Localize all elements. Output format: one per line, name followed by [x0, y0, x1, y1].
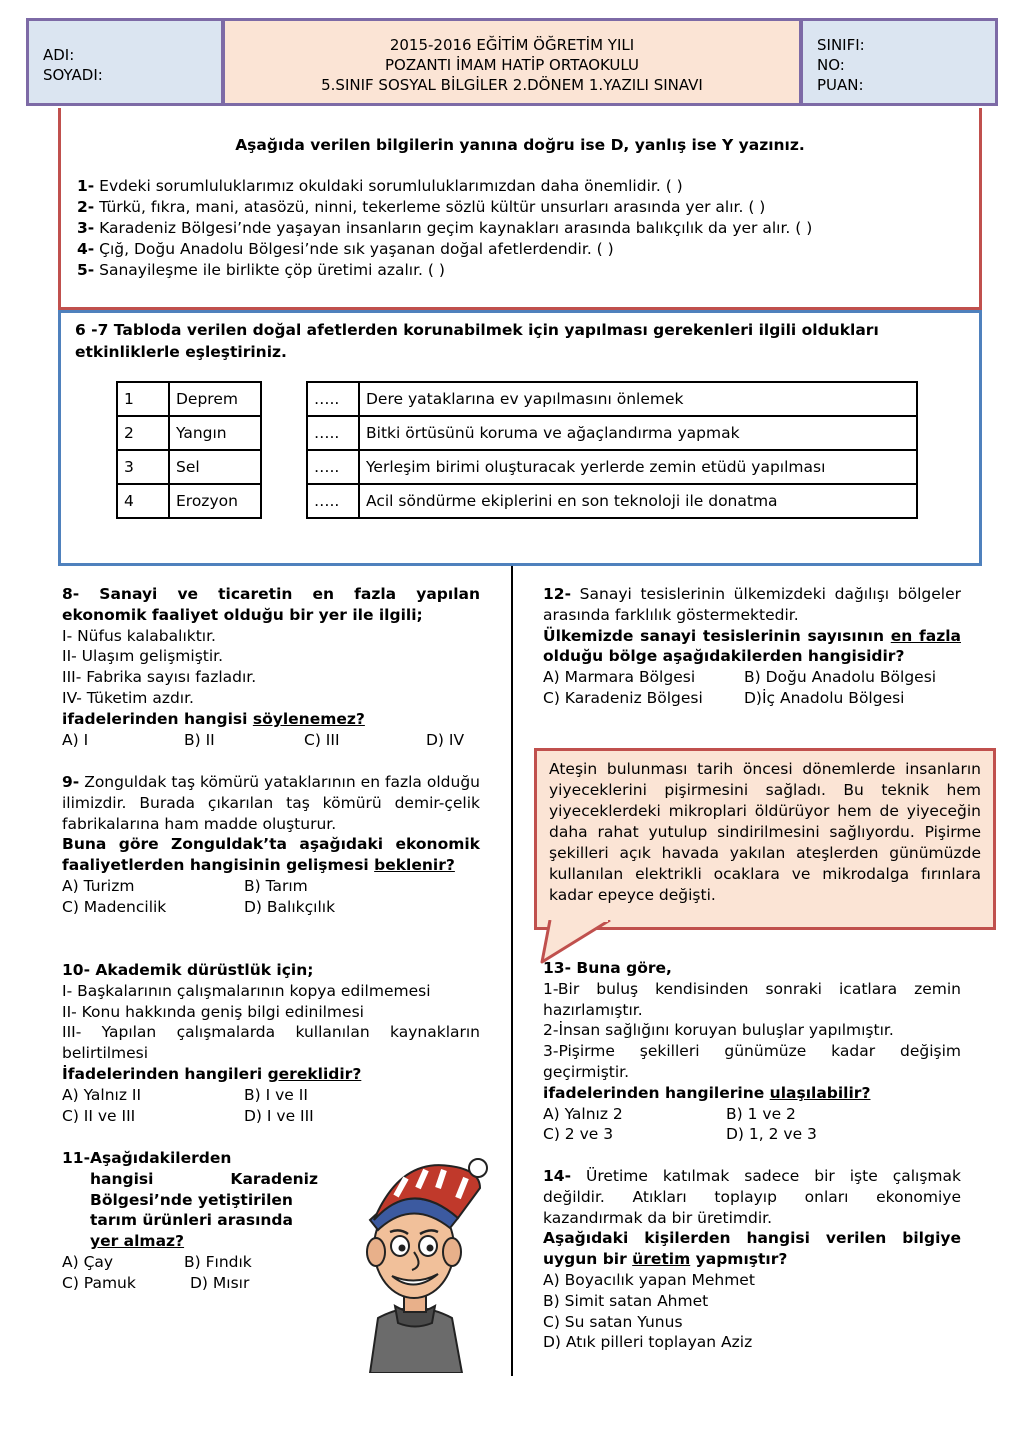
- matching-section: [58, 310, 982, 566]
- table-row: 2 Yangın: [117, 416, 261, 450]
- option-b[interactable]: B) Fındık: [184, 1252, 252, 1271]
- student-name-box: [26, 18, 224, 106]
- option-c[interactable]: C) Madencilik: [62, 897, 167, 916]
- option-a[interactable]: A) Turizm: [62, 876, 135, 895]
- school-year: 2015-2016 EĞİTİM ÖĞRETİM YILI: [389, 36, 635, 54]
- option-a[interactable]: A) I: [62, 730, 89, 749]
- exam-name: 5.SINIF SOSYAL BİLGİLER 2.DÖNEM 1.YAZILI SINAVI: [321, 76, 703, 94]
- option-d[interactable]: D) Atık pilleri toplayan Aziz: [543, 1333, 753, 1352]
- tf-item[interactable]: 3- Karadeniz Bölgesi’nde yaşayan insanların geçim kaynakları arasında balıkçılık da yer alır. ( ): [77, 219, 813, 237]
- table-row: ….. Yerleşim birimi oluşturacak yerlerde zemin etüdü yapılması: [307, 450, 917, 484]
- option-a[interactable]: A) Yalnız II: [62, 1085, 142, 1104]
- true-false-list: [77, 176, 812, 281]
- cartoon-boy-illustration: [340, 1148, 490, 1373]
- table-row: 1 Deprem: [117, 382, 261, 416]
- option-b[interactable]: B) Tarım: [244, 876, 308, 895]
- question-9: 9- Zonguldak taş kömürü yataklarının en fazla olduğu ilimizdir. Burada çıkarılan taş kömürü demir-çelik fabrikalarına ham madde oluşturur. Buna göre Zonguldak’ta aşağıdaki ekonomik faaliyetlerden hangisinin gelişmesi beklenir? A) Turizm B) Tarım C) Madencilik D) Balıkçılık: [62, 773, 480, 916]
- question-11: 11-Aşağıdakilerden hangisi Karadeniz Bölgesi’nde yetiştirilen tarım ürünleri arasında yer almaz? A) Çay B) Fındık C) Pamuk D) Mısır: [62, 1149, 318, 1292]
- option-d[interactable]: D) Balıkçılık: [244, 897, 336, 916]
- option-d[interactable]: D) Mısır: [190, 1273, 250, 1292]
- option-b[interactable]: B) Simit satan Ahmet: [543, 1291, 709, 1310]
- info-callout: Ateşin bulunması tarih öncesi dönemlerde insanların yiyeceklerini pişirmesini sağladı. Bu teknik hem yiyeceklerdeki mikroplari öldürüyor hem de yiyeceğin daha rahat yutulup sindirilmesini sağlıyordu. Pişirme şekilleri açık havada yakılan ateşlerden günümüzde kullanılan elektrikli ocaklara ve mikrodalga fırınlara kadar epeyce değişti.: [534, 748, 996, 930]
- table-row: ….. Acil söndürme ekiplerini en son teknoloji ile donatma: [307, 484, 917, 518]
- option-a[interactable]: A) Çay: [62, 1252, 114, 1271]
- option-c[interactable]: C) Su satan Yunus: [543, 1312, 683, 1331]
- option-d[interactable]: D) I ve III: [244, 1106, 314, 1125]
- table-row: ….. Bitki örtüsünü koruma ve ağaçlandırma yapmak: [307, 416, 917, 450]
- option-a[interactable]: A) Boyacılık yapan Mehmet: [543, 1270, 755, 1289]
- tf-item[interactable]: 4- Çığ, Doğu Anadolu Bölgesi’nde sık yaşanan doğal afetlerdendir. ( ): [77, 240, 614, 258]
- option-a[interactable]: A) Yalnız 2: [543, 1104, 623, 1123]
- option-c[interactable]: C) Pamuk: [62, 1273, 136, 1292]
- option-b[interactable]: B) II: [184, 730, 215, 749]
- table-row: 3 Sel: [117, 450, 261, 484]
- true-false-instruction: Aşağıda verilen bilgilerin yanına doğru ise D, yanlış ise Y yazınız.: [235, 136, 805, 154]
- tf-item[interactable]: 5- Sanayileşme ile birlikte çöp üretimi azalır. ( ): [77, 261, 445, 279]
- question-13: 13- Buna göre, 1-Bir buluş kendisinden sonraki icatlara zemin hazırlamıştır. 2-İnsan sağlığını koruyan buluşlar yapılmıştır. 3-Pişirme şekilleri günümüze kadar değişim geçirmiştir. ifadelerinden hangilerine ulaşılabilir? A) Yalnız 2 B) 1 ve 2 C) 2 ve 3 D) 1, 2 ve 3: [543, 959, 961, 1144]
- option-c[interactable]: C) 2 ve 3: [543, 1125, 614, 1144]
- column-divider: [511, 566, 513, 1376]
- option-b[interactable]: B) Doğu Anadolu Bölgesi: [744, 668, 937, 687]
- option-c[interactable]: C) II ve III: [62, 1106, 136, 1125]
- option-a[interactable]: A) Marmara Bölgesi: [543, 668, 696, 687]
- disaster-table: [116, 381, 262, 519]
- match-blank[interactable]: …..: [307, 382, 359, 416]
- true-false-section: [58, 108, 982, 310]
- table-row: ….. Dere yataklarına ev yapılmasını önlemek: [307, 382, 917, 416]
- match-blank[interactable]: …..: [307, 484, 359, 518]
- tf-item[interactable]: 1- Evdeki sorumluluklarımız okuldaki sorumluluklarımızdan daha önemlidir. ( ): [77, 177, 683, 195]
- question-12: 12- Sanayi tesislerinin ülkemizdeki dağılışı bölgeler arasında farklılık göstermektedir. Ülkemizde sanayi tesislerinin sayısının en fazla olduğu bölge aşağıdakilerden hangisidir? A) Marmara Bölgesi B) Doğu Anadolu Bölgesi C) Karadeniz Bölgesi D)İç Anadolu Bölgesi: [543, 585, 961, 707]
- match-blank[interactable]: …..: [307, 450, 359, 484]
- option-b[interactable]: B) 1 ve 2: [726, 1104, 796, 1123]
- tf-item[interactable]: 2- Türkü, fıkra, mani, atasözü, ninni, tekerleme sözlü kültür unsurları arasında yer alır. ( ): [77, 198, 766, 216]
- option-d[interactable]: D) 1, 2 ve 3: [726, 1125, 817, 1144]
- option-d[interactable]: D) IV: [426, 730, 465, 749]
- exam-title-box: [222, 18, 802, 106]
- table-row: 4 Erozyon: [117, 484, 261, 518]
- question-8: 8- Sanayi ve ticaretin en fazla yapılan ekonomik faaliyet olduğu bir yer ile ilgili; I- Nüfus kalabalıktır. II- Ulaşım gelişmiştir. III- Fabrika sayısı fazladır. IV- Tüketim azdır. ifadelerinden hangisi söylenemez? A) I B) II C) III D) IV: [62, 585, 480, 749]
- option-c[interactable]: C) Karadeniz Bölgesi: [543, 688, 703, 707]
- number-label: NO:: [817, 56, 845, 74]
- surname-label: SOYADI:: [43, 66, 103, 84]
- class-label: SINIFI:: [817, 36, 865, 54]
- matching-instruction: 6 -7 Tabloda verilen doğal afetlerden korunabilmek için yapılması gerekenleri ilgili oldukları etkinliklerle eşleştiriniz.: [75, 321, 879, 361]
- school-name: POZANTI İMAM HATİP ORTAOKULU: [384, 56, 640, 74]
- question-14: 14- Üretime katılmak sadece bir işte çalışmak değildir. Atıkları toplayıp onları ekonomiye kazandırmak da bir üretimdir. Aşağıdaki kişilerden hangisi verilen bilgiye uygun bir üretim yapmıştır? A) Boyacılık yapan Mehmet B) Simit satan Ahmet C) Su satan Yunus D) Atık pilleri toplayan Aziz: [543, 1167, 961, 1352]
- class-info-box: [800, 18, 998, 106]
- score-label: PUAN:: [817, 76, 864, 94]
- option-d[interactable]: D)İç Anadolu Bölgesi: [744, 688, 905, 707]
- precaution-table: [306, 381, 918, 519]
- q8-options: [62, 730, 480, 751]
- match-blank[interactable]: …..: [307, 416, 359, 450]
- option-c[interactable]: C) III: [304, 730, 340, 749]
- option-b[interactable]: B) I ve II: [244, 1085, 308, 1104]
- question-10: 10- Akademik dürüstlük için; I- Başkalarının çalışmalarının kopya edilmemesi II- Konu hakkında geniş bilgi edinilmesi III- Yapılan çalışmalarda kullanılan kaynakların belirtilmesi İfadelerinden hangileri gereklidir? A) Yalnız II B) I ve II C) II ve III D) I ve III: [62, 961, 480, 1125]
- name-label: ADI:: [43, 46, 75, 64]
